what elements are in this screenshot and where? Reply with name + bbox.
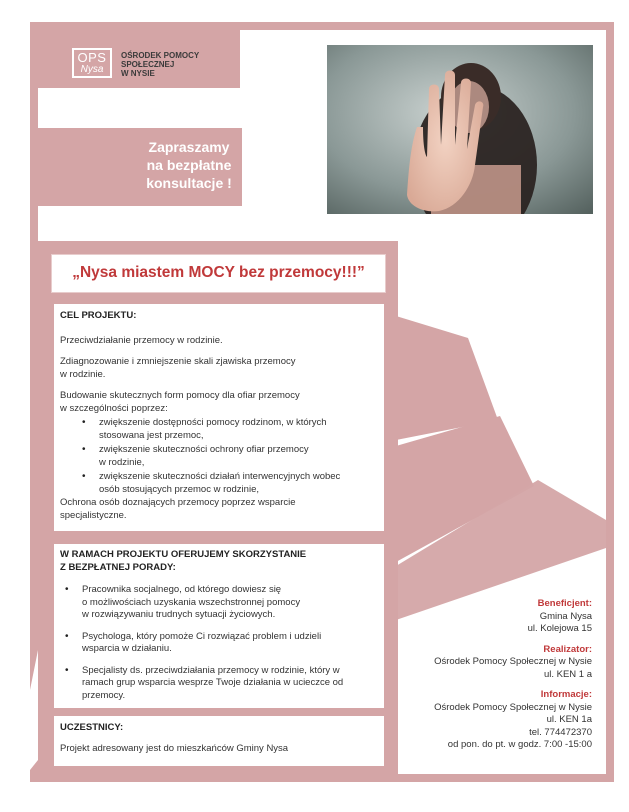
list-item	[82, 631, 343, 656]
ops-logo	[72, 48, 112, 78]
invitation-text	[134, 138, 244, 192]
free-advice-heading	[60, 549, 306, 574]
list-item-line: przemocy.	[82, 689, 126, 701]
information-line: ul. KEN 1a	[546, 714, 592, 725]
list-item	[99, 417, 340, 442]
list-item-line: • Specjalisty ds. przeciwdziałania przemocy w rodzinie, który w	[82, 664, 340, 676]
list-item-line: osób stosujących przemoc w rodzinie,	[99, 483, 259, 495]
participants-heading: UCZESTNICY:	[60, 722, 124, 733]
project-goal-paragraph	[60, 497, 296, 522]
beneficiary-line: Gmina Nysa	[539, 610, 592, 622]
participants-card	[54, 716, 384, 766]
information-label: Informacje:	[540, 689, 592, 700]
list-item-line: • zwiększenie dostępności pomocy rodzinom, w których	[99, 417, 327, 428]
invitation-line: konsultacje !	[146, 175, 232, 191]
organization-name	[121, 51, 199, 78]
information-line: Ośrodek Pomocy Społecznej w Nysie	[434, 701, 592, 713]
list-item	[99, 444, 340, 469]
list-item-line: w rodzinie,	[99, 456, 145, 468]
list-item	[82, 665, 343, 703]
paragraph-line: Zdiagnozowanie i zmniejszenie skali zjawiska przemocy	[60, 356, 296, 367]
paragraph-line: specjalistyczne.	[60, 509, 127, 521]
implementer-line: ul. KEN 1 a	[543, 668, 592, 680]
information-phone: tel. 774472370	[529, 726, 592, 738]
project-goal-heading: CEL PROJEKTU:	[60, 310, 137, 321]
project-title: „Nysa miastem MOCY bez przemocy!!!”	[72, 264, 365, 281]
list-item-line: wsparcia w działaniu.	[82, 643, 172, 654]
list-item-line: • Pracownika socjalnego, od którego dowiesz się	[82, 584, 282, 595]
project-title-box	[51, 254, 386, 293]
contact-info	[400, 598, 592, 752]
implementer-line: Ośrodek Pomocy Społecznej w Nysie	[434, 656, 592, 667]
beneficiary-label: Beneficjent:	[537, 598, 592, 609]
project-goal-card	[54, 304, 384, 531]
heading-line: W RAMACH PROJEKTU OFERUJEMY SKORZYSTANIE	[60, 549, 307, 560]
deco-notch-left	[30, 650, 38, 770]
list-item	[99, 471, 340, 496]
organization-name-line: W NYSIE	[121, 69, 155, 78]
participants-text: Projekt adresowany jest do mieszkańców Gminy Nysa	[60, 743, 289, 754]
organization-name-line: SPOŁECZNEJ	[121, 60, 175, 69]
organization-name-line: OŚRODEK POMOCY	[121, 51, 200, 60]
free-advice-card	[54, 544, 384, 708]
stop-hand-illustration	[327, 45, 593, 214]
project-goal-list	[99, 417, 340, 496]
paragraph-line: w szczególności poprzez:	[60, 402, 168, 414]
stop-hand-photo	[327, 45, 593, 214]
logo-ops-text: OPS	[77, 50, 107, 65]
invitation-banner	[38, 128, 242, 206]
list-item-line: o możliwościach uzyskania wszechstronnej pomocy	[82, 596, 301, 608]
information-hours: od pon. do pt. w godz. 7:00 -15:00	[447, 739, 592, 750]
heading-line: Z BEZPŁATNEJ PORADY:	[60, 561, 176, 573]
list-item-line: • zwiększenie skuteczności działań interwencyjnych wobec	[99, 471, 341, 482]
paragraph-line: Ochrona osób doznających przemocy poprzez wsparcie	[60, 497, 296, 508]
invitation-line: na bezpłatne	[146, 157, 232, 173]
list-item	[82, 584, 343, 622]
invitation-line: Zapraszamy	[148, 139, 230, 155]
beneficiary-line: ul. Kolejowa 15	[527, 623, 592, 634]
project-goal-paragraph	[60, 356, 296, 381]
list-item-line: stosowana jest przemoc,	[99, 429, 204, 441]
project-goal-paragraph	[60, 390, 300, 415]
implementer-label: Realizator:	[543, 643, 592, 655]
paragraph-line: Budowanie skutecznych form pomocy dla ofiar przemocy	[60, 390, 300, 401]
project-goal-paragraph: Przeciwdziałanie przemocy w rodzinie.	[60, 335, 223, 346]
list-item-line: • Psychologa, który pomoże Ci rozwiązać problem i udzieli	[82, 630, 322, 642]
paragraph-line: w rodzinie.	[60, 368, 106, 380]
list-item-line: • zwiększenie skuteczności ochrony ofiar przemocy	[99, 444, 309, 455]
list-item-line: ramach grup wsparcia wesprze Twoje działania w ucieczce od	[82, 677, 344, 688]
logo-nysa-text: Nysa	[80, 64, 104, 75]
list-item-line: w rozwiązywaniu trudnych sytuacji życiowych.	[82, 609, 276, 620]
free-advice-list	[82, 584, 343, 702]
